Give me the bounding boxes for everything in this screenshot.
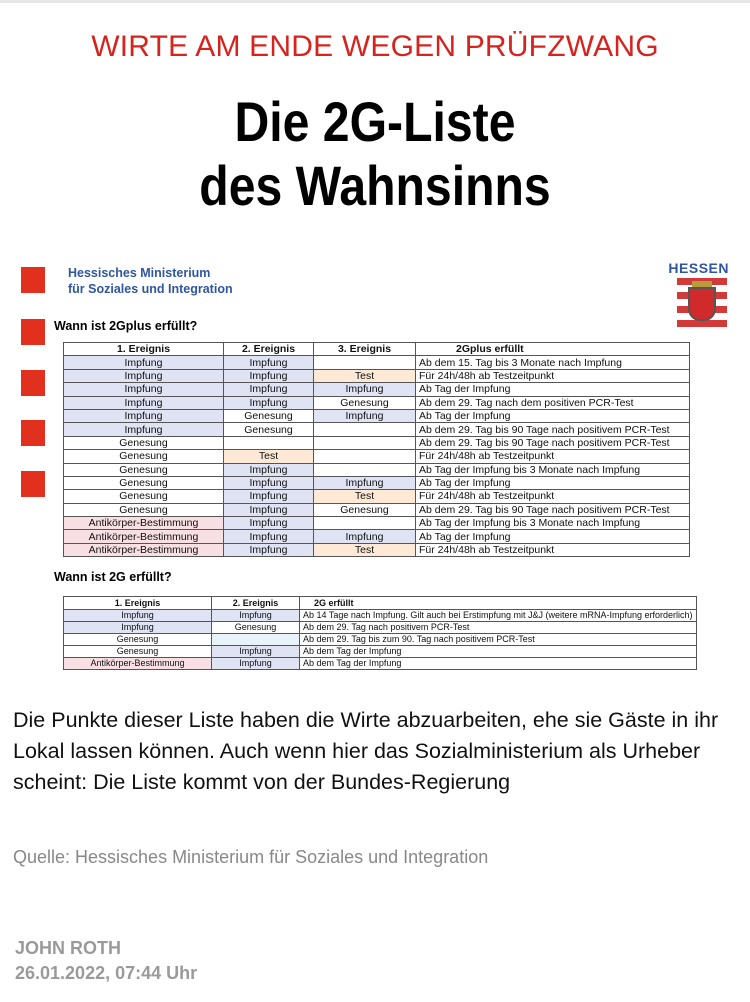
table-cell: Ab dem 15. Tag bis 3 Monate nach Impfung — [416, 356, 690, 369]
table-row — [64, 490, 690, 503]
document-image — [15, 256, 735, 686]
table-row — [64, 543, 690, 556]
table-cell: Test — [224, 450, 314, 463]
table-cell: Genesung — [64, 436, 224, 449]
table-cell: Ab Tag der Impfung bis 3 Monate nach Impfung — [416, 463, 690, 476]
table-row — [64, 634, 697, 646]
table-row — [64, 409, 690, 422]
table-cell — [314, 463, 416, 476]
table-row — [64, 530, 690, 543]
table-cell: Impfung — [224, 396, 314, 409]
red-marker — [21, 319, 45, 345]
table-row — [64, 463, 690, 476]
table-row — [64, 476, 690, 489]
table-cell: Impfung — [64, 396, 224, 409]
col-header: 2. Ereignis — [212, 597, 300, 610]
table-cell: Ab dem 29. Tag bis 90 Tage nach positivem PCR-Test — [416, 503, 690, 516]
table-row — [64, 517, 690, 530]
table-cell: Genesung — [64, 476, 224, 489]
table-cell: Impfung — [314, 530, 416, 543]
table-cell: Genesung — [212, 622, 300, 634]
table-cell: Genesung — [64, 463, 224, 476]
top-divider — [0, 0, 750, 3]
table-cell: Impfung — [224, 383, 314, 396]
headline-line-1: Die 2G-Liste — [234, 90, 516, 153]
section-title-2g: Wann ist 2G erfüllt? — [54, 570, 172, 584]
table-cell: Impfung — [212, 610, 300, 622]
table-cell: Test — [314, 369, 416, 382]
table-cell: Genesung — [314, 503, 416, 516]
red-marker — [21, 370, 45, 396]
table-cell: Impfung — [314, 409, 416, 422]
table-cell: Für 24h/48h ab Testzeitpunkt — [416, 369, 690, 382]
table-cell: Ab dem 29. Tag nach positivem PCR-Test — [300, 622, 697, 634]
table-row — [64, 622, 697, 634]
table-cell: Impfung — [224, 503, 314, 516]
table-cell: Impfung — [224, 356, 314, 369]
table-row — [64, 356, 690, 369]
table-cell: Impfung — [224, 530, 314, 543]
table-cell: Impfung — [224, 463, 314, 476]
table-2gplus — [63, 342, 690, 557]
table-cell: Impfung — [224, 490, 314, 503]
byline — [15, 936, 197, 986]
table-cell — [314, 450, 416, 463]
table-row — [64, 610, 697, 622]
table-cell — [314, 517, 416, 530]
table-cell: Ab dem 29. Tag bis zum 90. Tag nach positivem PCR-Test — [300, 634, 697, 646]
table-cell: Ab dem 29. Tag nach dem positiven PCR-Test — [416, 396, 690, 409]
headline-line-2: des Wahnsinns — [199, 154, 551, 217]
table-cell: Antikörper-Bestimmung — [64, 530, 224, 543]
table-cell: Genesung — [224, 423, 314, 436]
table-cell: Ab Tag der Impfung bis 3 Monate nach Impfung — [416, 517, 690, 530]
table-cell: Impfung — [64, 622, 212, 634]
table-cell: Impfung — [64, 369, 224, 382]
image-source: Quelle: Hessisches Ministerium für Soziales und Integration — [13, 847, 489, 867]
author-name[interactable]: JOHN ROTH — [15, 938, 122, 958]
table-row — [64, 369, 690, 382]
table-cell: Für 24h/48h ab Testzeitpunkt — [416, 450, 690, 463]
table-cell: Ab dem Tag der Impfung — [300, 658, 697, 670]
table-row — [64, 658, 697, 670]
table-cell: Ab Tag der Impfung — [416, 383, 690, 396]
section-title-2gplus: Wann ist 2Gplus erfüllt? — [54, 319, 198, 333]
table-cell: Test — [314, 490, 416, 503]
table-row — [64, 423, 690, 436]
table-cell — [212, 634, 300, 646]
article-kicker: WIRTE AM ENDE WEGEN PRÜFZWANG — [91, 30, 659, 63]
table-cell: Impfung — [64, 356, 224, 369]
hessen-crest-icon — [677, 278, 727, 334]
table-cell: Genesung — [64, 646, 212, 658]
col-header: 3. Ereignis — [314, 343, 416, 356]
table-cell — [314, 356, 416, 369]
table-cell: Antikörper-Bestimmung — [64, 658, 212, 670]
table-cell: Impfung — [64, 610, 212, 622]
table-cell: Test — [314, 543, 416, 556]
red-marker — [21, 267, 45, 293]
table-cell: Impfung — [64, 383, 224, 396]
table-row — [64, 436, 690, 449]
table-cell: Impfung — [314, 476, 416, 489]
red-marker — [21, 420, 45, 446]
table-cell: Genesung — [64, 634, 212, 646]
table-cell: Impfung — [212, 658, 300, 670]
table-cell: Impfung — [224, 476, 314, 489]
table-row — [64, 450, 690, 463]
article-headline — [53, 90, 698, 218]
table-cell: Impfung — [224, 543, 314, 556]
table-cell: Genesung — [64, 450, 224, 463]
image-caption: Die Punkte dieser Liste haben die Wirte abzuarbeiten, ehe sie Gäste in ihr Lokal lassen können. Auch wenn hier das Sozialministerium als Urheber scheint: Die Liste kommt von der Bundes-Regierung — [13, 708, 719, 794]
table-cell: Ab dem Tag der Impfung — [300, 646, 697, 658]
table-cell: Für 24h/48h ab Testzeitpunkt — [416, 543, 690, 556]
table-cell: Genesung — [314, 396, 416, 409]
ministry-logo-text — [68, 265, 233, 297]
table-2g — [63, 596, 697, 670]
table-row — [64, 646, 697, 658]
table-cell: Ab dem 29. Tag bis 90 Tage nach positivem PCR-Test — [416, 423, 690, 436]
table-cell: Genesung — [224, 409, 314, 422]
table-cell: Impfung — [212, 646, 300, 658]
table-cell: Ab Tag der Impfung — [416, 409, 690, 422]
table-cell: Impfung — [314, 383, 416, 396]
ministry-line-2: für Soziales und Integration — [68, 282, 233, 296]
col-header: 2. Ereignis — [224, 343, 314, 356]
table-cell: Antikörper-Bestimmung — [64, 517, 224, 530]
table-cell: Ab dem 29. Tag bis 90 Tage nach positivem PCR-Test — [416, 436, 690, 449]
table-cell — [314, 436, 416, 449]
table-cell: Antikörper-Bestimmung — [64, 543, 224, 556]
table-cell: Impfung — [224, 369, 314, 382]
table-cell: Impfung — [224, 517, 314, 530]
table-header-row — [64, 343, 690, 356]
table-row — [64, 383, 690, 396]
ministry-line-1: Hessisches Ministerium — [68, 266, 211, 280]
table-row — [64, 396, 690, 409]
table-cell: Genesung — [64, 503, 224, 516]
col-header: 2G erfüllt — [300, 597, 697, 610]
table-cell: Impfung — [64, 409, 224, 422]
table-cell: Für 24h/48h ab Testzeitpunkt — [416, 490, 690, 503]
col-header: 1. Ereignis — [64, 343, 224, 356]
col-header: 1. Ereignis — [64, 597, 212, 610]
table-header-row — [64, 597, 697, 610]
table-row — [64, 503, 690, 516]
table-cell — [314, 423, 416, 436]
table-cell: Genesung — [64, 490, 224, 503]
table-cell: Ab 14 Tage nach Impfung. Gilt auch bei Erstimpfung mit J&J (weitere mRNA-Impfung erforderlich) — [300, 610, 697, 622]
table-cell: Ab Tag der Impfung — [416, 530, 690, 543]
table-cell — [224, 436, 314, 449]
hessen-logo-text: HESSEN — [668, 260, 729, 276]
col-header: 2Gplus erfüllt — [416, 343, 690, 356]
table-cell: Ab Tag der Impfung — [416, 476, 690, 489]
table-cell: Impfung — [64, 423, 224, 436]
publish-date: 26.01.2022, 07:44 Uhr — [15, 963, 198, 983]
red-marker — [21, 471, 45, 497]
